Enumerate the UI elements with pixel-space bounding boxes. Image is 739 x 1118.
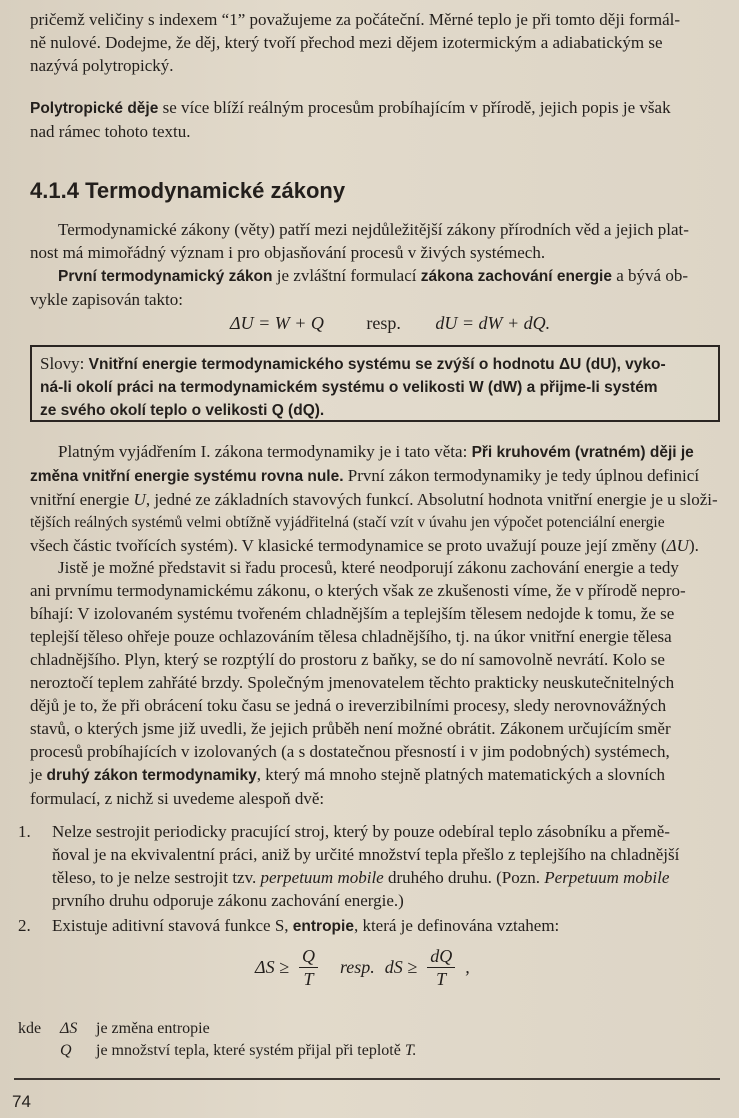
text-line: dějů je to, že při obrácení toku času se jedná o ireverzibilními procesy, sledy nerovnovážných (30, 696, 667, 715)
box-prefix: Slovy: (40, 354, 89, 373)
symbol-definitions (18, 1018, 417, 1062)
text-span: , která je definována vztahem: (353, 916, 560, 935)
bold-term: První termodynamický zákon (58, 268, 273, 285)
text-line (30, 440, 730, 464)
text-line (30, 488, 730, 511)
text-line: ňoval je na ekvivalentní práci, aniž by určité množství tepla přešlo z teplejšího na chladnější (52, 845, 680, 864)
bold-text: ze svého okolí teplo o velikosti Q (dQ). (40, 402, 325, 419)
bold-term: entropie (292, 918, 354, 935)
text-line: teplejší těleso ohřeje pouze ochlazováním tělesa chladnějšího, tj. na úkor vnitřní energie tělesa (30, 627, 672, 646)
intro-paragraph-continued (30, 8, 730, 77)
first-law-paragraph (30, 440, 730, 557)
definition-row (18, 1018, 417, 1040)
equation-lhs: ΔS ≥ (255, 957, 289, 977)
text-line: nost má mimořádný význam i pro objasňování procesů v živých systémech. (30, 243, 546, 262)
text-span: všech částic tvořících systém). V klasické termodynamice se proto uvažují pouze její změny ( (30, 536, 667, 555)
definition-symbol: ΔS (60, 1020, 78, 1037)
text-line (30, 534, 730, 557)
polytropic-paragraph (30, 96, 730, 143)
where-label: kde (18, 1020, 42, 1037)
text-line: neroztočí teplem zahřáté brzdy. Společným jmenovatelem těchto prakticky neuskutečnitelných (30, 673, 675, 692)
section-title: Termodynamické zákony (85, 178, 346, 203)
text-line: Jistě je možné představit si řadu procesů, které neodporují zákonu zachování energie a tedy (58, 558, 679, 577)
text-span: těleso, to je nelze sestrojit tzv. (52, 868, 261, 887)
text-line: vykle zapisován takto: (30, 290, 183, 309)
fraction (427, 945, 455, 990)
numerator: Q (299, 945, 318, 968)
list-item (18, 820, 730, 912)
definition-text: je změna entropie (96, 1020, 210, 1037)
text-line: nad rámec tohoto textu. (30, 122, 191, 141)
equation-resp: resp. (339, 957, 375, 977)
text-line (52, 866, 730, 889)
text-span: je množství tepla, které systém přijal při teplotě (96, 1042, 405, 1059)
text-span: se více blíží reálným procesům probíhajícím v přírodě, jejich popis je však (158, 98, 671, 117)
definition-symbol: Q (60, 1042, 72, 1059)
box-line (40, 376, 710, 399)
definition-text (96, 1040, 417, 1062)
bold-term: Při kruhovém (vratném) ději je (471, 444, 694, 461)
first-law-equation (230, 313, 558, 334)
equation-end: , (465, 957, 470, 977)
definition-row (18, 1040, 417, 1062)
second-law-paragraph (30, 556, 730, 810)
section-number: 4.1.4 (30, 178, 79, 203)
text-span: druhého druhu. (Pozn. (383, 868, 545, 887)
text-span: První zákon termodynamiky je tedy úplnou definicí (343, 466, 700, 485)
text-line: bíhají: V izolovaném systému tvořeném chladnějším a teplejším tělesem nedojde k tomu, že se (30, 604, 675, 623)
text-line (30, 464, 730, 488)
list-number: 1. (18, 822, 31, 841)
first-law-box (30, 345, 720, 422)
text-span: vnitřní energie (30, 490, 134, 509)
numerator: dQ (427, 945, 455, 968)
text-span: je (30, 765, 47, 784)
denominator: T (436, 969, 447, 989)
bold-term: změna vnitřní energie systému rovna nule. (30, 468, 344, 485)
symbol: U (133, 490, 146, 509)
text-line (30, 264, 730, 288)
text-line: nazývá polytropický. (30, 56, 174, 75)
footer-rule (14, 1078, 720, 1080)
equation-mid: dS ≥ (384, 957, 418, 977)
text-line: Nelze sestrojit periodicky pracující stroj, který by pouze odebíral teplo zásobníku a přemě- (52, 822, 670, 841)
equation-resp: resp. (366, 313, 401, 333)
text-line: prvního druhu odporuje zákonu zachování energie.) (52, 891, 404, 910)
box-line (40, 353, 710, 376)
entropy-equation (255, 945, 470, 990)
text-line: stavů, o kterých jsme již uvedli, že jejich průběh není možné obrátit. Zákonem určujícím směr (30, 719, 671, 738)
text-span: , jedné ze základních stavových funkcí. Absolutní hodnota vnitřní energie je u složi- (145, 490, 718, 509)
text-span: Platným vyjádřením I. zákona termodynamiky je i tato věta: (58, 442, 472, 461)
bold-term: Polytropické děje (30, 100, 159, 117)
text-line: ani prvnímu termodynamickému zákonu, o kterých však ze zkušenosti víme, že v přírodě nepro- (30, 581, 686, 600)
section-heading (30, 178, 345, 204)
list-item (18, 914, 730, 938)
fraction (299, 945, 318, 990)
text-line (30, 763, 730, 787)
text-line: pričemž veličiny s indexem “1” považujeme za počáteční. Měrné teplo je při tomto ději formál- (30, 10, 680, 29)
list-text (52, 820, 730, 912)
text-span: ). (688, 536, 699, 555)
text-span: je zvláštní formulací (272, 266, 421, 285)
text-line: chladnějšího. Plyn, který se rozptýlí do prostoru z baňky, se do ní samovolně nevrátí. Kolo se (30, 650, 665, 669)
text-span: , který má mnoho stejně platných matematických a slovních (256, 765, 666, 784)
box-line (40, 399, 710, 422)
text-span: Existuje aditivní stavová funkce S, (52, 916, 293, 935)
thermo-laws-intro (30, 218, 730, 311)
bold-term: zákona zachování energie (420, 268, 612, 285)
bold-text: Vnitřní energie termodynamického systému se zvýší o hodnotu ΔU (dU), vyko- (88, 356, 666, 373)
italic-term: Perpetuum mobile (544, 868, 670, 887)
page-number: 74 (12, 1092, 31, 1111)
bold-text: ná-li okolí práci na termodynamickém systému o velikosti W (dW) a přijme-li systém (40, 379, 658, 396)
equation-rhs: dU = dW + dQ. (435, 313, 551, 333)
text-line: formulací, z nichž si uvedeme alespoň dvě: (30, 789, 325, 808)
text-line: procesů probíhajících v izolovaných (a s dostatečnou přesností i v jim podobných) systémech, (30, 742, 670, 761)
symbol: T. (404, 1042, 417, 1059)
denominator: T (303, 969, 314, 989)
bold-term: druhý zákon termodynamiky (46, 767, 257, 784)
italic-term: perpetuum mobile (260, 868, 384, 887)
text-line: Termodynamické zákony (věty) patří mezi nejdůležitější zákony přírodních věd a jejich plat- (58, 220, 689, 239)
symbol: ΔU (666, 536, 689, 555)
equation-lhs: ΔU = W + Q (230, 313, 324, 333)
list-text (52, 914, 730, 938)
list-number: 2. (18, 916, 31, 935)
text-line: ně nulové. Dodejme, že děj, který tvoří přechod mezi dějem izotermickým a adiabatickým se (30, 33, 663, 52)
text-span: a bývá ob- (611, 266, 688, 285)
second-law-list (18, 820, 730, 938)
text-line: tějších reálných systémů velmi obtížně vyjádřitelná (stačí vzít v úvahu jen výpočet potenciální energie (30, 514, 665, 531)
